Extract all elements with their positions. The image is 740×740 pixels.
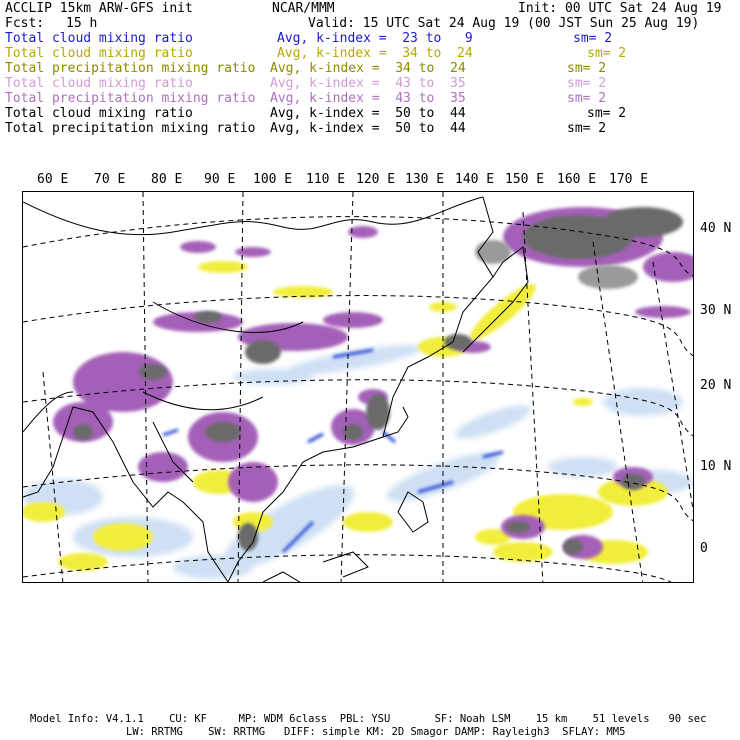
longitude-label: 90 E [204, 172, 236, 187]
field-smoothing: sm= 2 [573, 31, 613, 46]
init-time: Init: 00 UTC Sat 24 Aug 19 [518, 1, 722, 16]
fcst-label: Fcst: [5, 16, 45, 31]
latitude-label: 30 N [700, 303, 732, 318]
latitude-label: 20 N [700, 378, 732, 393]
field-name: Total cloud mixing ratio [5, 46, 193, 61]
latitude-label: 10 N [700, 459, 732, 474]
valid-time: Valid: 15 UTC Sat 24 Aug 19 (00 JST Sun 25 Aug 19) [308, 16, 700, 31]
field-name: Total cloud mixing ratio [5, 31, 193, 46]
latitude-label: 0 [700, 541, 708, 556]
longitude-label: 110 E [306, 172, 346, 187]
model-info-line1: Model Info: V4.1.1 CU: KF MP: WDM 6class PBL: YSU SF: Noah LSM 15 km 51 levels 90 sec [30, 713, 707, 725]
center-name: NCAR/MMM [272, 1, 335, 16]
longitude-label: 100 E [253, 172, 293, 187]
field-k-index: Avg, k-index = 34 to 24 [270, 61, 466, 76]
model-info-line2: LW: RRTMG SW: RRTMG DIFF: simple KM: 2D Smagor DAMP: Rayleigh3 SFLAY: MM5 [126, 726, 626, 738]
field-k-index: Avg, k-index = 43 to 35 [270, 91, 466, 106]
longitude-label: 130 E [405, 172, 445, 187]
longitude-label: 120 E [356, 172, 396, 187]
field-name: Total cloud mixing ratio [5, 106, 193, 121]
model-title: ACCLIP 15km ARW-GFS init [5, 1, 193, 16]
field-smoothing: sm= 2 [587, 106, 627, 121]
field-k-index: Avg, k-index = 50 to 44 [270, 106, 466, 121]
longitude-label: 140 E [455, 172, 495, 187]
map-canvas [23, 192, 694, 583]
weather-map [22, 191, 694, 583]
field-k-index: Avg, k-index = 23 to 9 [277, 31, 473, 46]
fcst-value: 15 h [66, 16, 98, 31]
field-name: Total precipitation mixing ratio [5, 121, 256, 136]
field-smoothing: sm= 2 [567, 91, 607, 106]
longitude-label: 60 E [37, 172, 69, 187]
longitude-label: 70 E [94, 172, 126, 187]
field-smoothing: sm= 2 [567, 61, 607, 76]
field-k-index: Avg, k-index = 50 to 44 [270, 121, 466, 136]
field-smoothing: sm= 2 [567, 76, 607, 91]
field-smoothing: sm= 2 [567, 121, 607, 136]
field-name: Total precipitation mixing ratio [5, 91, 256, 106]
field-name: Total cloud mixing ratio [5, 76, 193, 91]
longitude-label: 80 E [151, 172, 183, 187]
field-name: Total precipitation mixing ratio [5, 61, 256, 76]
field-k-index: Avg, k-index = 43 to 35 [270, 76, 466, 91]
longitude-label: 150 E [505, 172, 545, 187]
field-smoothing: sm= 2 [587, 46, 627, 61]
longitude-label: 170 E [609, 172, 649, 187]
longitude-label: 160 E [557, 172, 597, 187]
field-k-index: Avg, k-index = 34 to 24 [277, 46, 473, 61]
latitude-label: 40 N [700, 221, 732, 236]
